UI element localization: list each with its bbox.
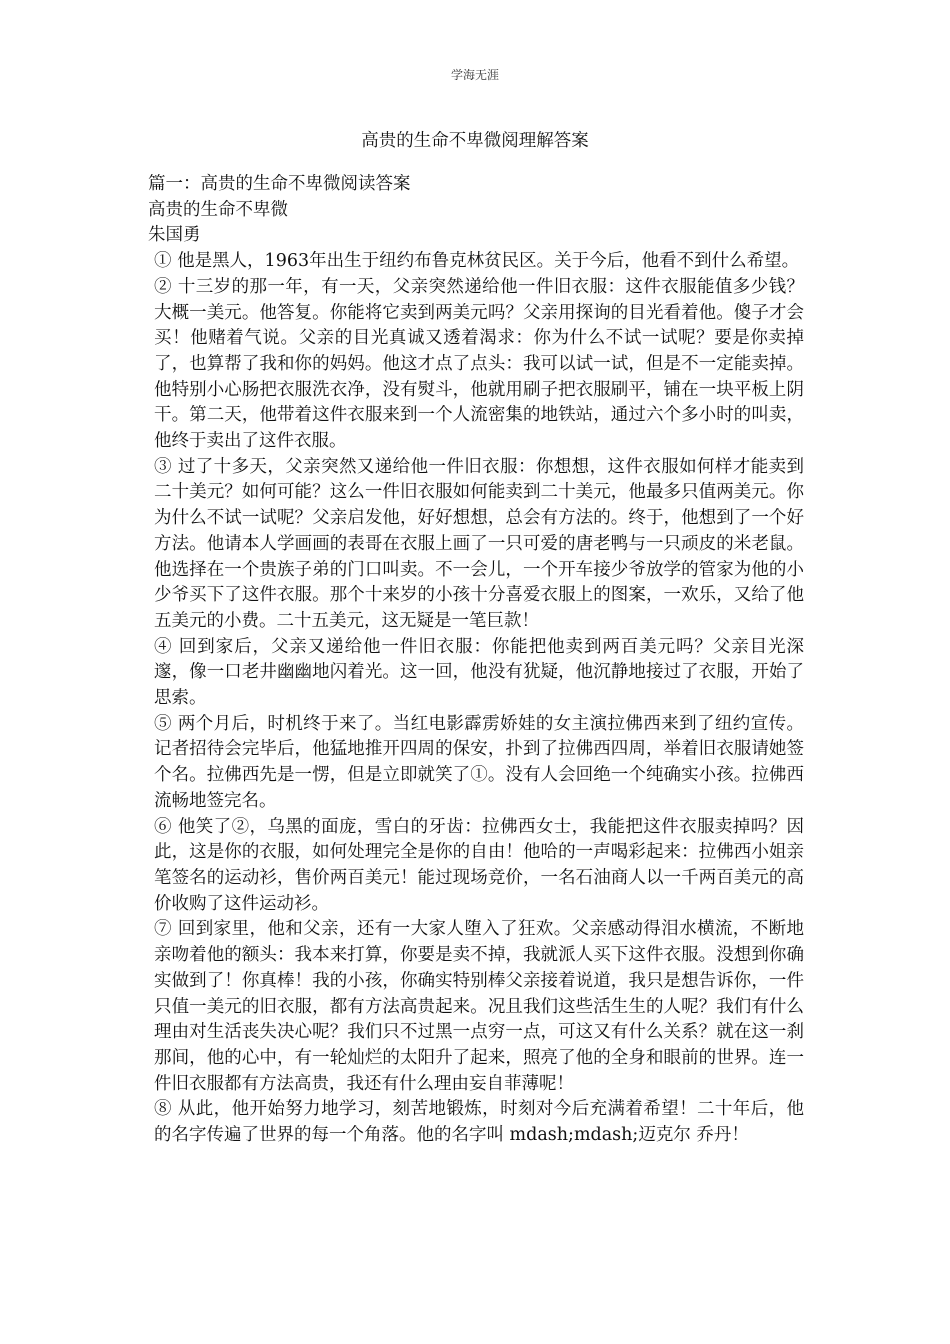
paragraph-7: ⑦ 回到家里，他和父亲，还有一大家人堕入了狂欢。父亲感动得泪水横流，不断地亲吻着他的额头：我本来打算，你要是卖不掉，我就派人买下这件衣服。没想到你确实做到了！你真棒！我的小孩，你确实特别棒父亲接着说道，我只是想告诉你，一件只值一美元的旧衣服，都有方法高贵起来。况且我们这些活生生的人呢？我们有什么理由对生活丧失决心呢？我们只不过黑一点穷一点，可这又有什么关系？就在这一刹那间，他的心中，有一轮灿烂的太阳升了起来，照亮了他的全身和眼前的世界。连一件旧衣服都有方法高贵，我还有什么理由妄自菲薄呢！ (154, 919, 804, 1094)
paragraph-4: ④ 回到家后，父亲又递给他一件旧衣服：你能把他卖到两百美元吗？父亲目光深邃，像一口老井幽幽地闪着光。这一回，他没有犹疑，他沉静地接过了衣服，开始了思索。 (154, 636, 804, 709)
article-title: 高贵的生命不卑微 (148, 199, 288, 220)
document-body (148, 172, 804, 1149)
paragraph-8: ⑧ 从此，他开始努力地学习，刻苦地锻炼，时刻对今后充满着希望！二十年后，他的名字传遍了世界的每一个角落。他的名字叫 mdash;mdash;迈克尔 乔丹！ (154, 1099, 804, 1146)
author-name: 朱国勇 (148, 225, 201, 246)
document-title: 高贵的生命不卑微阅理解答案 (361, 131, 589, 151)
paragraph-6: ⑥ 他笑了②，乌黑的面庞，雪白的牙齿：拉佛西女士，我能把这件衣服卖掉吗？因此，这是你的衣服，如何处理完全是你的自由！他哈的一声喝彩起来：拉佛西小姐亲笔签名的运动衫，售价两百美元！能过现场竞价，一名石油商人以一千两百美元的高价收购了这件运动衫。 (154, 816, 804, 914)
paragraph-3: ③ 过了十多天，父亲突然又递给他一件旧衣服：你想想，这件衣服如何样才能卖到二十美元？如何可能？这么一件旧衣服如何能卖到二十美元，他最多只值两美元。你为什么不试一试呢？父亲启发他，好好想想，总会有方法的。终于，他想到了一个好方法。他请本人学画画的表哥在衣服上画了一只可爱的唐老鸭与一只顽皮的米老鼠。他选择在一个贵族子弟的门口叫卖。不一会儿，一个开车接少爷放学的管家为他的小少爷买下了这件衣服。那个十来岁的小孩十分喜爱衣服上的图案，一欢乐，又给了他五美元的小费。二十五美元，这无疑是一笔巨款！ (154, 456, 804, 631)
page-header: 学海无涯 (450, 68, 499, 82)
section-heading: 篇一：高贵的生命不卑微阅读答案 (148, 174, 411, 194)
paragraph-5: ⑤ 两个月后，时机终于来了。当红电影霹雳娇娃的女主演拉佛西来到了纽约宣传。记者招待会完毕后，他猛地推开四周的保安，扑到了拉佛西四周，举着旧衣服请她签个名。拉佛西先是一愣，但是立即就笑了①。没有人会回绝一个纯确实小孩。拉佛西流畅地签完名。 (154, 713, 804, 811)
paragraph-2: ② 十三岁的那一年，有一天，父亲突然递给他一件旧衣服：这件衣服能值多少钱？大概一美元。他答复。你能将它卖到两美元吗？父亲用探询的目光看着他。傻子才会买！他赌着气说。父亲的目光真诚又透着渴求：你为什么不试一试呢？要是你卖掉了，也算帮了我和你的妈妈。他这才点了点头：我可以试一试，但是不一定能卖掉。他特别小心肠把衣服洗衣净，没有熨斗，他就用刷子把衣服刷平，铺在一块平板上阴干。第二天，他带着这件衣服来到一个人流密集的地铁站，通过六个多小时的叫卖，他终于卖出了这件衣服。 (154, 276, 804, 452)
paragraph-1: ① 他是黑人，1963年出生于纽约布鲁克林贫民区。关于今后，他看不到什么希望。 (154, 251, 800, 272)
